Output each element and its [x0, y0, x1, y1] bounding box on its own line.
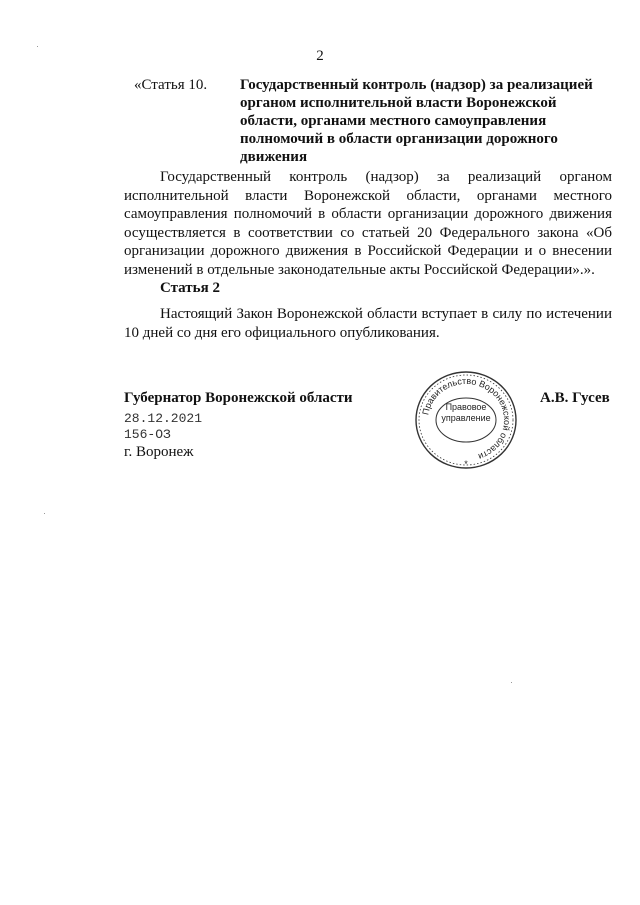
scan-speck: [37, 46, 38, 47]
seal-ring-text: Правительство Воронежской области: [420, 375, 513, 462]
article-2-heading: Статья 2: [160, 280, 220, 296]
seal-star: *: [464, 459, 468, 469]
governor-title: Губернатор Воронежской области: [124, 390, 353, 406]
scan-speck: [44, 513, 45, 514]
signing-date: 28.12.2021: [124, 411, 203, 426]
law-number: 156-ОЗ: [124, 427, 171, 442]
governor-name: А.В. Гусев: [540, 390, 610, 406]
signing-city: г. Воронеж: [124, 444, 194, 460]
page-number: 2: [316, 48, 324, 64]
seal-center-line-1: Правовое: [445, 402, 487, 412]
article-10-title: Государственный контроль (надзор) за реализацией органом исполнительной власти Воронежской области, органами местного самоуправления полномочий в области организации дорожного движения: [240, 77, 593, 165]
scan-speck: [511, 682, 512, 683]
seal-center-line-2: управление: [441, 413, 491, 423]
article-10-body: Государственный контроль (надзор) за реализаций органом исполнительной власти Воронежской области, органами местного самоуправления полномочий в области организации дорожного движения осуществляется в соответствии со статьей 20 Федерального закона «Об организации дорожного движения в Российской Федерации и о внесении изменений в отдельные законодательные акты Российской Федерации».».: [124, 169, 612, 278]
article-10-prefix: «Статья 10.: [134, 77, 208, 93]
article-10-heading: [134, 76, 612, 166]
article-2-body: Настоящий Закон Воронежской области вступает в силу по истечении 10 дней со дня его официального опубликования.: [124, 306, 612, 341]
